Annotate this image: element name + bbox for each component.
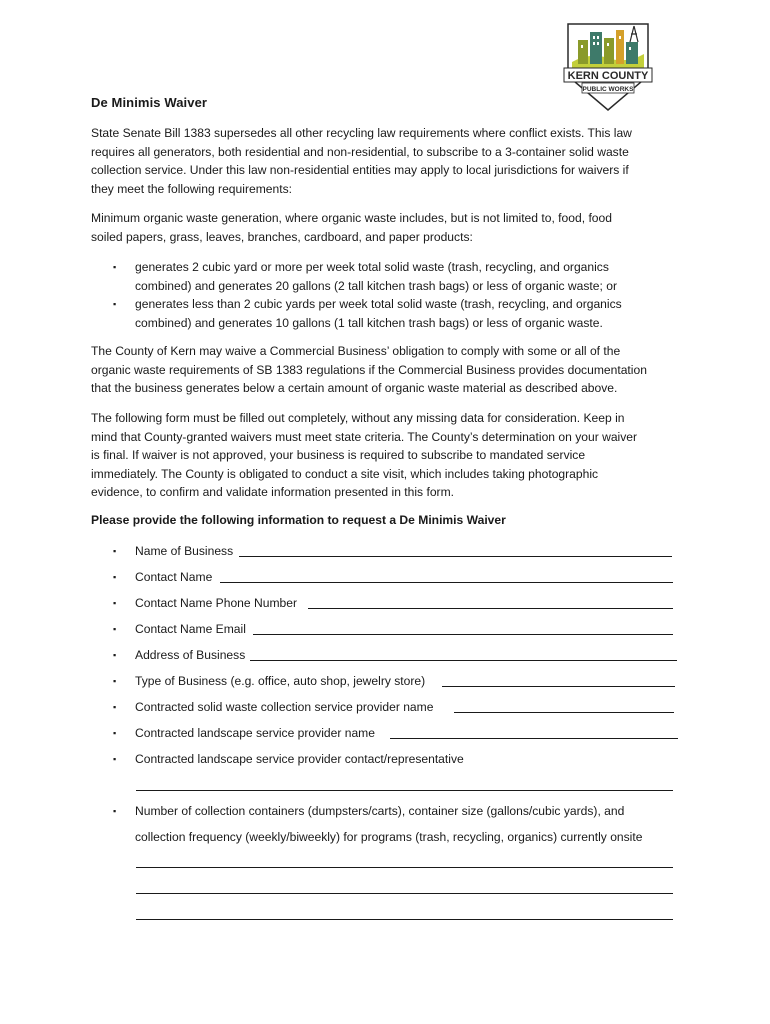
field-label: Address of Business — [135, 648, 246, 662]
field-label: collection frequency (weekly/biweekly) for programs (trash, recycling, organics) currently onsite — [135, 830, 643, 844]
field-label: Contact Name Email — [135, 622, 246, 636]
field-label: Contact Name Phone Number — [135, 596, 298, 610]
text-line: they meet the following requirements: — [91, 181, 292, 196]
text-line: The County of Kern may waive a Commercial Business’ obligation to comply with some or all of the — [91, 344, 621, 358]
bullet-icon: ▪ — [113, 676, 117, 686]
contact-email-input[interactable] — [253, 634, 673, 635]
text-line: that the business generates below a certain amount of organic waste material as described above. — [91, 381, 618, 396]
text-line: The following form must be filled out completely, without any missing data for consideration. Keep in — [91, 411, 625, 425]
document-title: De Minimis Waiver — [91, 95, 208, 110]
bullet-icon: ▪ — [113, 650, 117, 660]
address-input[interactable] — [250, 660, 677, 661]
text-line: immediately. The County is obligated to conduct a site visit, which includes taking photographic — [91, 466, 599, 481]
bullet-icon: ▪ — [113, 754, 117, 764]
containers-input-line-1[interactable] — [136, 867, 673, 868]
field-label: Name of Business — [135, 544, 234, 558]
field-label: Contracted landscape service provider contact/representative — [135, 752, 464, 766]
text-line: generates 2 cubic yard or more per week total solid waste (trash, recycling, and organics — [135, 260, 609, 274]
text-line: soiled papers, grass, leaves, branches, cardboard, and paper products: — [91, 229, 473, 244]
text-line: generates less than 2 cubic yards per week total solid waste (trash, recycling, and organics — [135, 297, 622, 312]
bullet-icon: ▪ — [113, 728, 117, 738]
field-label: Number of collection containers (dumpsters/carts), container size (gallons/cubic yards), and — [135, 804, 625, 818]
bullet-icon: ▪ — [113, 262, 117, 272]
form-instructions-paragraph — [91, 409, 691, 502]
text-line: evidence, to confirm and validate information presented in this form. — [91, 485, 455, 500]
containers-input-line-2[interactable] — [136, 893, 673, 894]
minimum-generation-paragraph — [91, 209, 691, 246]
contact-name-input[interactable] — [220, 582, 673, 583]
text-line: State Senate Bill 1383 supersedes all other recycling law requirements where conflict exists. This law — [91, 126, 632, 140]
waive-paragraph — [91, 342, 691, 398]
requirement-item — [91, 295, 691, 332]
waste-provider-input[interactable] — [454, 712, 674, 713]
text-line: organic waste requirements of SB 1383 regulations if the Commercial Business provides documentation — [91, 362, 647, 377]
field-label: Contact Name — [135, 570, 213, 584]
contact-phone-input[interactable] — [308, 608, 673, 609]
logo-line1: KERN COUNTY — [567, 70, 649, 82]
bullet-icon: ▪ — [113, 299, 117, 310]
bullet-icon: ▪ — [113, 806, 117, 816]
field-label: Contracted landscape service provider name — [135, 726, 375, 740]
landscape-contact-input[interactable] — [136, 790, 673, 791]
bullet-icon: ▪ — [113, 702, 117, 712]
logo-line2: PUBLIC WORKS — [582, 86, 634, 93]
name-of-business-input[interactable] — [239, 556, 672, 557]
text-line: collection service. Under this law non-residential entities may apply to local jurisdictions for waivers if — [91, 163, 629, 178]
bullet-icon: ▪ — [113, 546, 117, 556]
intro-paragraph — [91, 124, 691, 198]
request-heading: Please provide the following information to request a De Minimis Waiver — [91, 513, 506, 527]
requirement-item — [91, 258, 691, 295]
requirements-list — [91, 258, 691, 332]
field-label: Type of Business (e.g. office, auto shop, jewelry store) — [135, 674, 426, 688]
bullet-icon: ▪ — [113, 624, 117, 634]
text-line: combined) and generates 20 gallons (2 tall kitchen trash bags) or less of organic waste; or — [135, 278, 617, 293]
landscape-provider-input[interactable] — [390, 738, 678, 739]
text-line: is final. If waiver is not approved, your business is required to subscribe to mandated service — [91, 448, 586, 463]
field-label: Contracted solid waste collection service provider name — [135, 700, 434, 714]
containers-input-line-3[interactable] — [136, 919, 673, 920]
bullet-icon: ▪ — [113, 572, 117, 582]
text-line: combined) and generates 10 gallons (1 tall kitchen trash bags) or less of organic waste. — [135, 315, 603, 330]
text-line: requires all generators, both residential and non-residential, to subscribe to a 3-container solid waste — [91, 144, 629, 159]
kern-county-public-works-logo — [560, 18, 656, 114]
bullet-icon: ▪ — [113, 598, 117, 608]
text-line: mind that County-granted waivers must meet state criteria. The County’s determination on your waiver — [91, 429, 638, 444]
business-type-input[interactable] — [442, 686, 675, 687]
text-line: Minimum organic waste generation, where organic waste includes, but is not limited to, food, food — [91, 211, 612, 225]
